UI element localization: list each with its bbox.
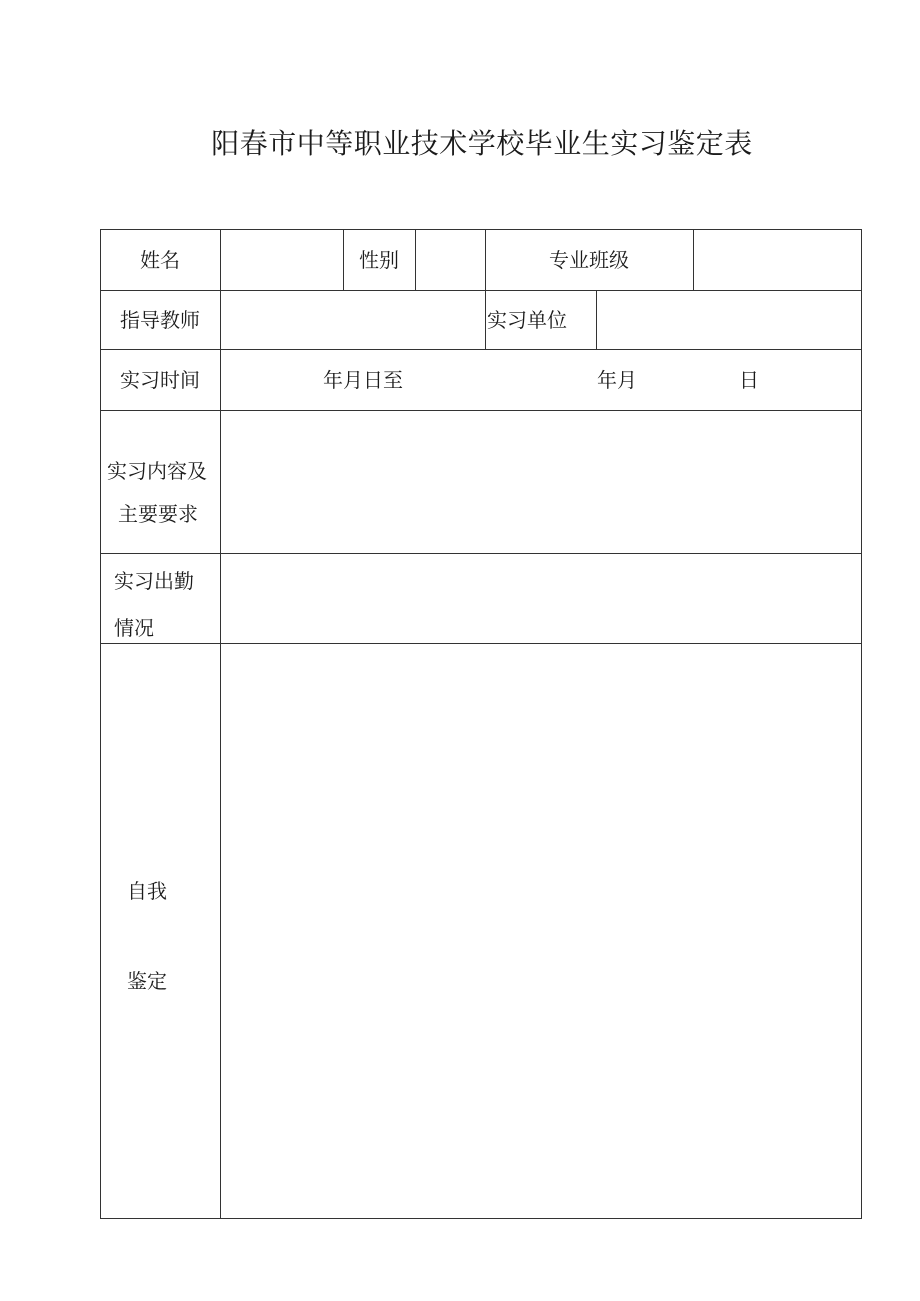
internship-end-year-month-text: 年月 bbox=[597, 368, 637, 392]
internship-unit-field[interactable] bbox=[597, 291, 861, 349]
internship-end-day-text: 日 bbox=[739, 368, 759, 392]
attendance-field[interactable] bbox=[221, 554, 861, 643]
attendance-label-line2: 情况 bbox=[114, 616, 154, 640]
gender-field[interactable] bbox=[416, 230, 485, 290]
attendance-label-line1: 实习出勤 bbox=[114, 569, 194, 593]
internship-time-label: 实习时间 bbox=[120, 367, 200, 392]
table-border-right bbox=[861, 229, 862, 1219]
internship-start-date-text: 年月日至 bbox=[323, 368, 403, 392]
advisor-label: 指导教师 bbox=[120, 307, 200, 332]
advisor-field[interactable] bbox=[221, 291, 485, 349]
internship-unit-label: 实习单位 bbox=[487, 308, 567, 332]
internship-content-field[interactable] bbox=[221, 411, 861, 553]
self-evaluation-label-line2: 鉴定 bbox=[127, 969, 167, 993]
name-field[interactable] bbox=[221, 230, 343, 290]
major-class-label: 专业班级 bbox=[549, 247, 629, 272]
self-evaluation-label-line1: 自我 bbox=[127, 879, 167, 903]
column-divider bbox=[485, 290, 486, 350]
internship-content-label-line2: 主要要求 bbox=[118, 502, 198, 526]
form-title: 阳春市中等职业技术学校毕业生实习鉴定表 bbox=[211, 127, 753, 160]
major-class-field[interactable] bbox=[694, 230, 861, 290]
self-evaluation-field[interactable] bbox=[221, 644, 861, 1218]
appraisal-form-table bbox=[100, 229, 862, 1219]
gender-label: 性别 bbox=[359, 247, 399, 272]
table-border-bottom bbox=[100, 1218, 862, 1219]
internship-content-label-line1: 实习内容及 bbox=[107, 459, 207, 483]
name-label: 姓名 bbox=[140, 247, 180, 272]
